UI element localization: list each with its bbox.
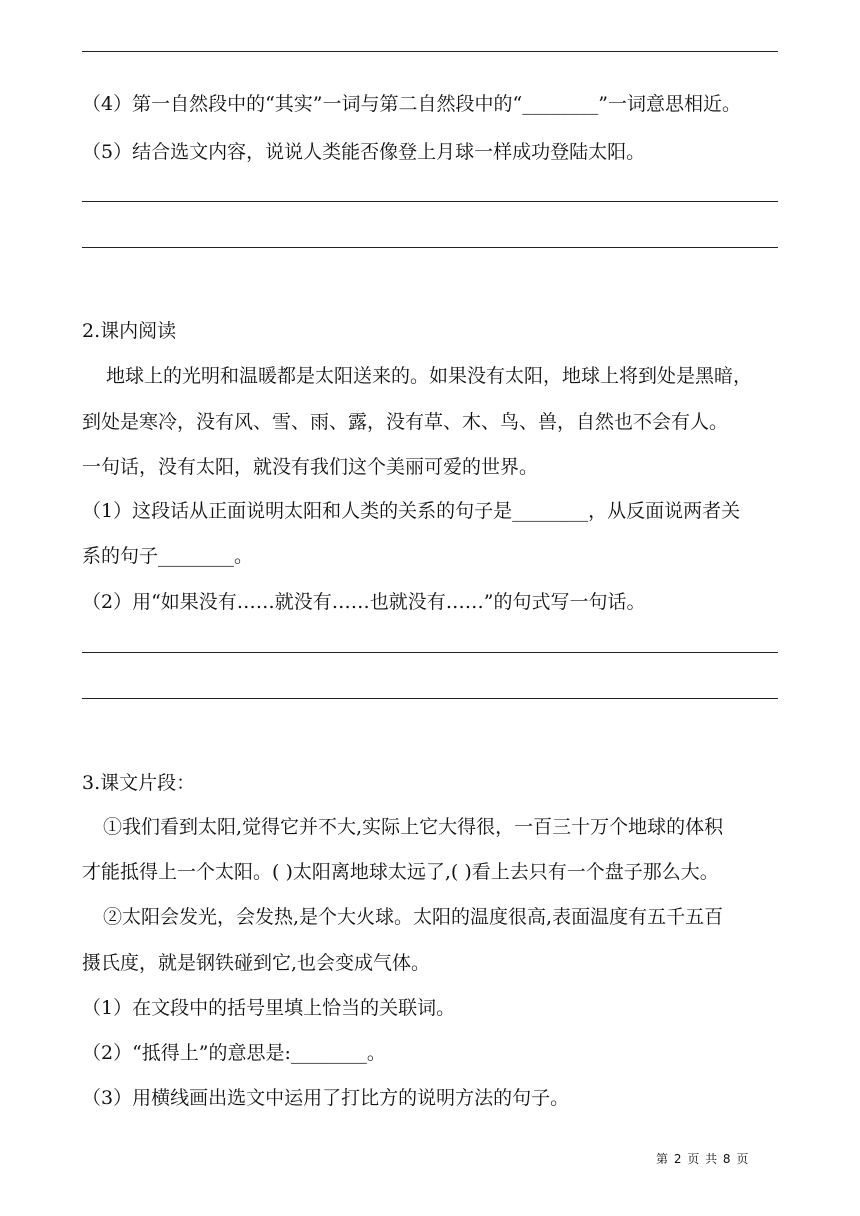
passage-line: 摄氏度，就是钢铁碰到它,也会变成气体。 — [82, 952, 431, 974]
question-2-1-cont: 系的句子________。 — [82, 545, 254, 567]
section-2-heading: 2.课内阅读 — [82, 320, 177, 342]
passage-line: 到处是寒冷，没有风、雪、雨、露，没有草、木、鸟、兽，自然也不会有人。 — [82, 411, 729, 433]
answer-line — [82, 247, 778, 248]
page-number: 第 2 页 共 8 页 — [656, 1152, 750, 1166]
passage-line: 地球上的光明和温暖都是太阳送来的。如果没有太阳，地球上将到处是黑暗， — [106, 365, 753, 387]
passage-line: 才能抵得上一个太阳。( )太阳离地球太远了,( )看上去只有一个盘子那么大。 — [82, 861, 719, 883]
answer-line — [82, 201, 778, 202]
question-2-1: （1）这段话从正面说明太阳和人类的关系的句子是________，从反面说两者关 — [82, 500, 741, 522]
section-3-heading: 3.课文片段： — [82, 772, 196, 794]
passage-line: ①我们看到太阳,觉得它并不大,实际上它大得很，一百三十万个地球的体积 — [103, 816, 724, 838]
question-3-1: （1）在文段中的括号里填上恰当的关联词。 — [82, 997, 456, 1019]
question-3-3: （3）用横线画出选文中运用了打比方的说明方法的句子。 — [82, 1087, 570, 1109]
answer-line — [82, 698, 778, 699]
question-2-2: （2）用“如果没有……就没有……也就没有……”的句式写一句话。 — [82, 591, 646, 613]
answer-line — [82, 652, 778, 653]
top-divider-line — [82, 51, 778, 52]
passage-line: ②太阳会发光，会发热,是个大火球。太阳的温度很高,表面温度有五千五百 — [103, 906, 724, 928]
question-1-5: （5）结合选文内容，说说人类能否像登上月球一样成功登陆太阳。 — [82, 141, 646, 163]
question-3-2: （2）“抵得上”的意思是:________。 — [82, 1042, 386, 1064]
question-1-4: （4）第一自然段中的“其实”一词与第二自然段中的“________”一词意思相近。 — [82, 93, 741, 115]
passage-line: 一句话，没有太阳，就没有我们这个美丽可爱的世界。 — [82, 456, 539, 478]
